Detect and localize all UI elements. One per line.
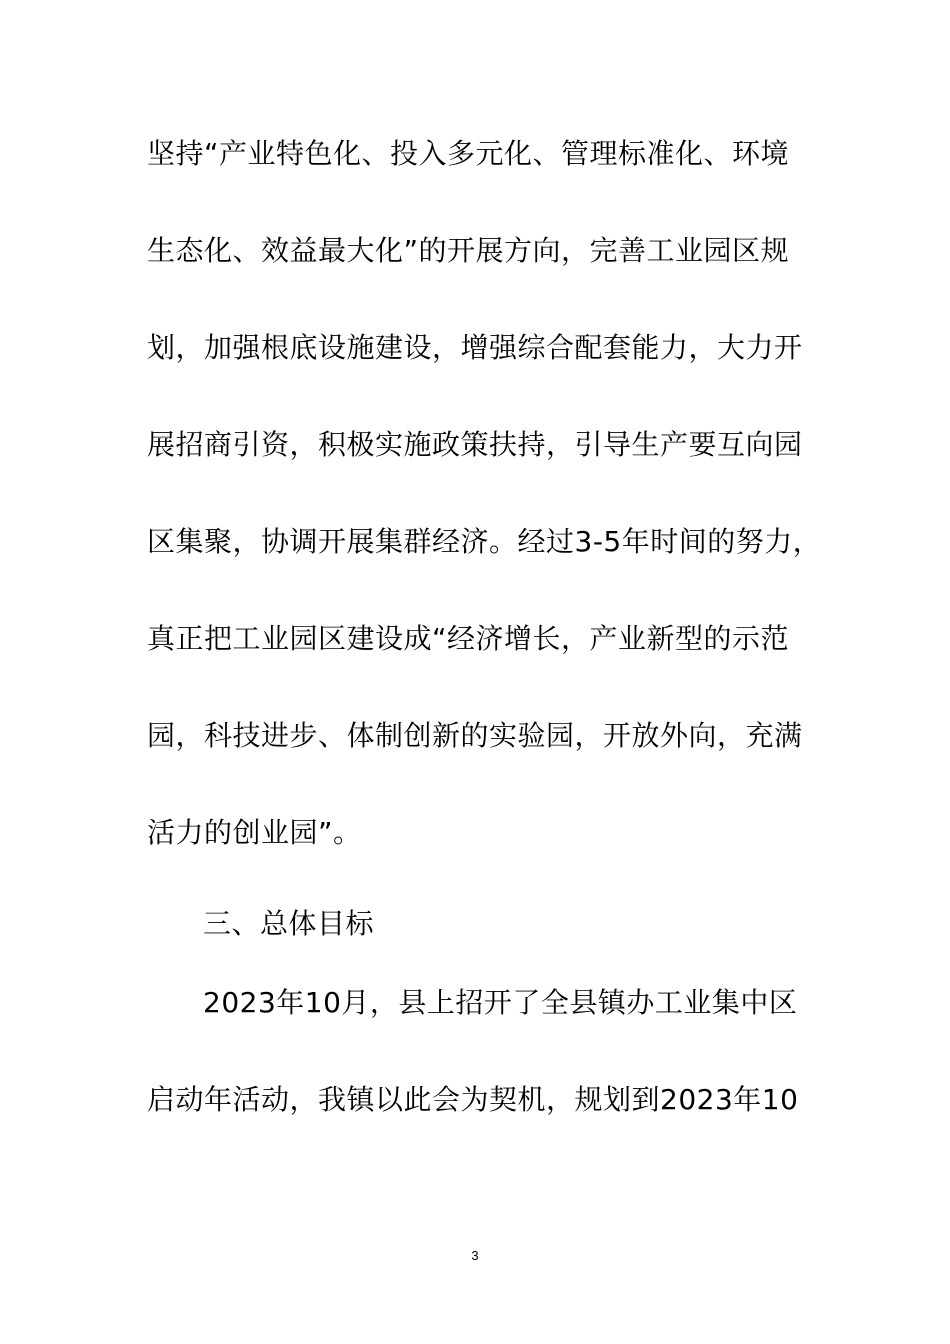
body-text-line: 真正把工业园区建设成“经济增长，产业新型的示范 [147, 622, 790, 655]
paragraph-line: 启动年活动，我镇以此会为契机，规划到2023年10 [147, 1083, 799, 1116]
body-text-line: 坚持“产业特色化、投入多元化、管理标准化、环境 [147, 137, 790, 170]
page-number: 3 [471, 1248, 479, 1263]
body-text-line: 活力的创业园”。 [147, 816, 362, 849]
body-text-line: 展招商引资，积极实施政策扶持，引导生产要互向园 [147, 428, 803, 461]
body-text-line: 园，科技进步、体制创新的实验园，开放外向，充满 [147, 719, 803, 752]
body-text-line: 划，加强根底设施建设，增强综合配套能力，大力开 [147, 331, 803, 364]
paragraph-line: 2023年10月，县上招开了全县镇办工业集中区 [203, 986, 798, 1019]
section-heading: 三、总体目标 [203, 907, 375, 940]
body-text-line: 生态化、效益最大化”的开展方向，完善工业园区规 [147, 234, 790, 267]
body-text-line: 区集聚，协调开展集群经济。经过3-5年时间的努力， [147, 525, 822, 558]
